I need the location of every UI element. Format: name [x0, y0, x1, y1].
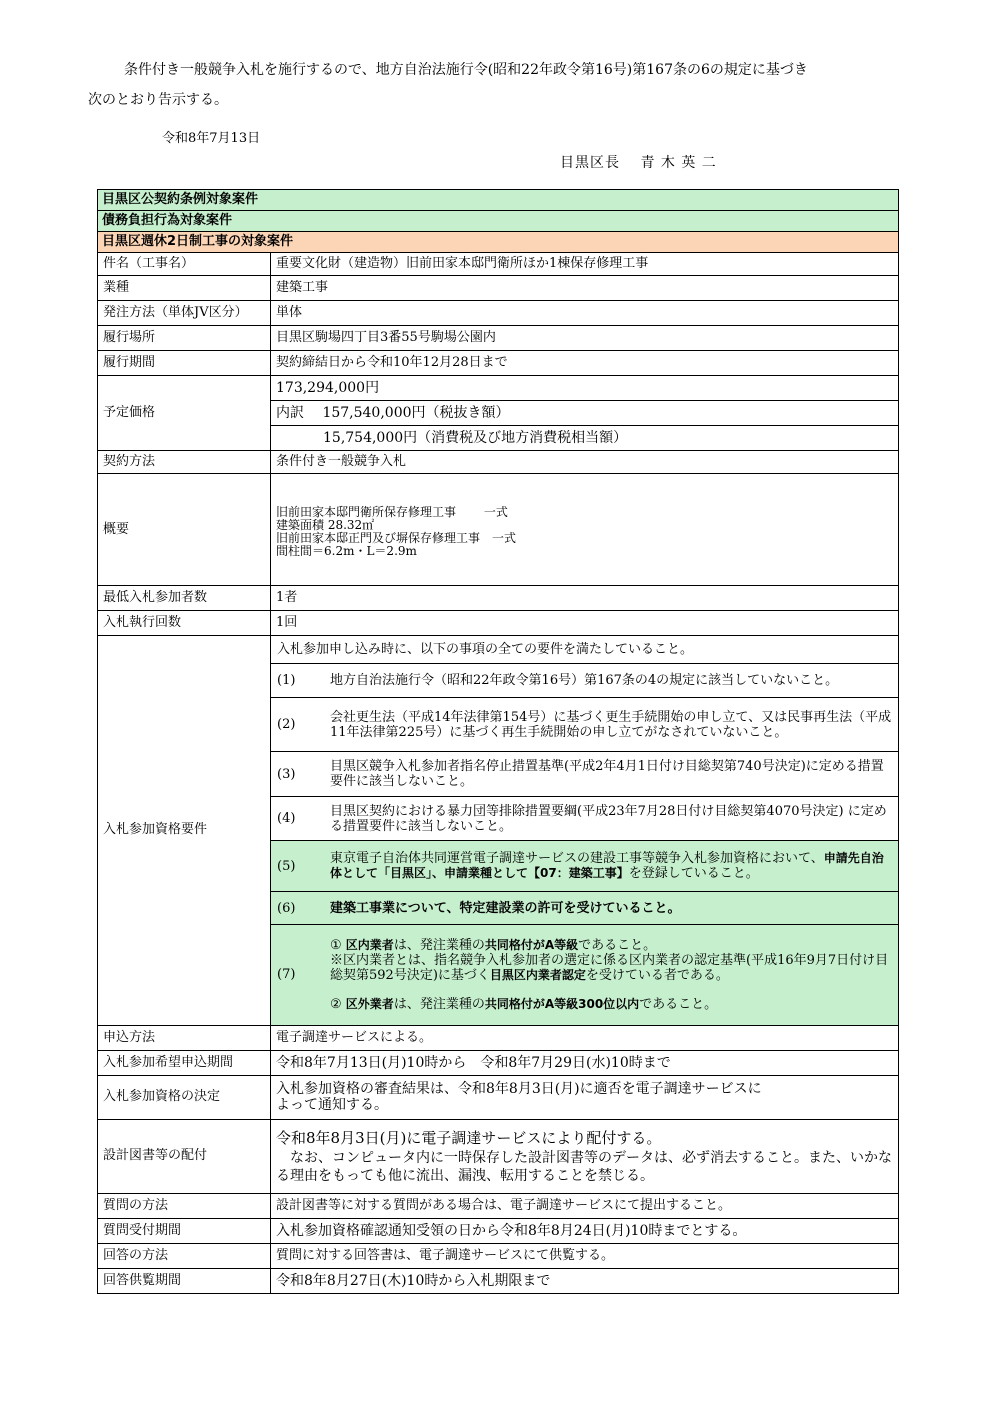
label-application-period: 入札参加希望申込期間	[98, 1050, 271, 1075]
label-qualification-decision: 入札参加資格の決定	[98, 1075, 271, 1119]
row-qualification-decision	[98, 1075, 899, 1119]
value-question-method: 設計図書等に対する質問がある場合は、電子調達サービスにて提出すること。	[271, 1193, 899, 1218]
row-location	[98, 326, 899, 351]
row-period	[98, 351, 899, 376]
label-order-method: 発注方法（単体JV区分）	[98, 301, 271, 326]
mayor-signature: 目黒区長 青 木 英 二	[560, 155, 717, 171]
label-qualifications: 入札参加資格要件	[98, 636, 271, 1026]
qualification-item: (2) 会社更生法（平成14年法律第154号）に基づく更生手続開始の申し立て、又は民事再生法（平成11年法律第225号）に基づく再生手続開始の申し立てがなされていないこと。	[271, 698, 898, 752]
value-project-name: 重要文化財（建造物）旧前田家本邸門衛所ほか1棟保存修理工事	[271, 253, 899, 276]
value-contract-method: 条件付き一般競争入札	[271, 451, 899, 474]
banner-public-contract: 目黒区公契約条例対象案件	[98, 190, 899, 211]
label-planned-price: 予定価格	[98, 376, 271, 451]
value-application-period: 令和8年7月13日(月)10時から 令和8年7月29日(水)10時まで	[271, 1050, 899, 1075]
qualification-item: (3) 目黒区競争入札参加者指名停止措置基準(平成2年4月1日付け目総契第740号決定)に定める措置要件に該当しないこと。	[271, 752, 898, 797]
value-location: 目黒区駒場四丁目3番55号駒場公園内	[271, 326, 899, 351]
row-qualifications	[98, 636, 899, 1026]
label-industry: 業種	[98, 276, 271, 301]
label-question-period: 質問受付期間	[98, 1218, 271, 1243]
price-total: 173,294,000円	[271, 376, 898, 401]
value-bid-rounds: 1回	[271, 611, 899, 636]
label-answer-method: 回答の方法	[98, 1243, 271, 1268]
row-planned-price	[98, 376, 899, 451]
overview-line: 旧前田家本邸門衛所保存修理工事 一式	[276, 504, 508, 519]
qualification-item: (4) 目黒区契約における暴力団等排除措置要綱(平成23年7月28日付け目総契第4070号決定) に定める措置要件に該当しないこと。	[271, 797, 898, 841]
value-application-method: 電子調達サービスによる。	[271, 1025, 899, 1050]
label-application-method: 申込方法	[98, 1025, 271, 1050]
value-answer-method: 質問に対する回答書は、電子調達サービスにて供覧する。	[271, 1243, 899, 1268]
value-qualification-decision: 入札参加資格の審査結果は、令和8年8月3日(月)に適否を電子調達サービスに よって通知する。	[271, 1075, 899, 1119]
row-answer-period	[98, 1268, 899, 1293]
banner-debt-burden: 債務負担行為対象案件	[98, 211, 899, 232]
overview-line: 建築面積 28.32㎡	[276, 517, 375, 532]
value-qualifications	[271, 636, 899, 1026]
qualification-lead: 入札参加申し込み時に、以下の事項の全ての要件を満たしていること。	[271, 636, 898, 664]
value-min-bidders: 1者	[271, 586, 899, 611]
row-question-method	[98, 1193, 899, 1218]
row-order-method	[98, 301, 899, 326]
label-min-bidders: 最低入札参加者数	[98, 586, 271, 611]
row-answer-method	[98, 1243, 899, 1268]
row-application-method	[98, 1025, 899, 1050]
overview-line: 間柱間＝6.2m・L＝2.9m	[276, 543, 417, 558]
row-contract-method	[98, 451, 899, 474]
tender-table	[97, 189, 899, 1294]
label-question-method: 質問の方法	[98, 1193, 271, 1218]
label-location: 履行場所	[98, 326, 271, 351]
row-question-period	[98, 1218, 899, 1243]
value-question-period: 入札参加資格確認通知受領の日から令和8年8月24日(月)10時までとする。	[271, 1218, 899, 1243]
intro-line-2: 次のとおり告示する。	[88, 92, 228, 108]
value-answer-period: 令和8年8月27日(木)10時から入札期限まで	[271, 1268, 899, 1293]
qualification-item-highlight: (7) ① 区内業者は、発注業種の共同格付がA等級であること。 ※区内業者とは、指名競争入札参加者の選定に係る区内業者の認定基準(平成16年9月7日付け目総契第592号決定)に基づく目黒区内業者認定を受けている者である。 ② 区外業者は、発注業種の共同格付がA等級300位以内であること。	[271, 925, 898, 1025]
row-overview	[98, 474, 899, 586]
banner-two-day-weekend: 目黒区週休2日制工事の対象案件	[98, 232, 899, 253]
qualification-item-highlight: (6) 建築工事業について、特定建設業の許可を受けていること。	[271, 892, 898, 925]
label-bid-rounds: 入札執行回数	[98, 611, 271, 636]
label-project-name: 件名（工事名）	[98, 253, 271, 276]
label-answer-period: 回答供覧期間	[98, 1268, 271, 1293]
notice-date: 令和8年7月13日	[162, 131, 261, 146]
value-planned-price	[271, 376, 899, 451]
value-industry: 建築工事	[271, 276, 899, 301]
row-industry	[98, 276, 899, 301]
label-overview: 概要	[98, 474, 271, 586]
intro-line-1: 条件付き一般競争入札を施行するので、地方自治法施行令(昭和22年政令第16号)第167条の6の規定に基づき	[124, 62, 808, 78]
row-min-bidders	[98, 586, 899, 611]
price-breakdown-2: 15,754,000円（消費税及び地方消費税相当額）	[323, 430, 628, 446]
label-period: 履行期間	[98, 351, 271, 376]
label-contract-method: 契約方法	[98, 451, 271, 474]
overview-line: 旧前田家本邸正門及び塀保存修理工事 一式	[276, 530, 517, 545]
row-application-period	[98, 1050, 899, 1075]
row-document-distribution	[98, 1119, 899, 1193]
value-overview	[271, 474, 899, 586]
value-order-method: 単体	[271, 301, 899, 326]
qualification-item-highlight: (5) 東京電子自治体共同運営電子調達サービスの建設工事等競争入札参加資格において、申請先自治体として「目黒区」、申請業種として【07：建築工事】を登録していること。	[271, 841, 898, 892]
price-breakdown-1: 内訳 157,540,000円（税抜き額）	[271, 401, 898, 426]
intro-text	[88, 55, 888, 115]
label-document-distribution: 設計図書等の配付	[98, 1119, 271, 1193]
value-document-distribution: 令和8年8月3日(月)に電子調達サービスにより配付する。 なお、コンピュータ内に一時保存した設計図書等のデータは、必ず消去すること。また、いかなる理由をもっても他に流出、漏洩、転用することを禁じる。	[271, 1119, 899, 1193]
row-bid-rounds	[98, 611, 899, 636]
value-period: 契約締結日から令和10年12月28日まで	[271, 351, 899, 376]
qualification-item: (1) 地方自治法施行令（昭和22年政令第16号）第167条の4の規定に該当していないこと。	[271, 664, 898, 698]
row-project-name	[98, 253, 899, 276]
